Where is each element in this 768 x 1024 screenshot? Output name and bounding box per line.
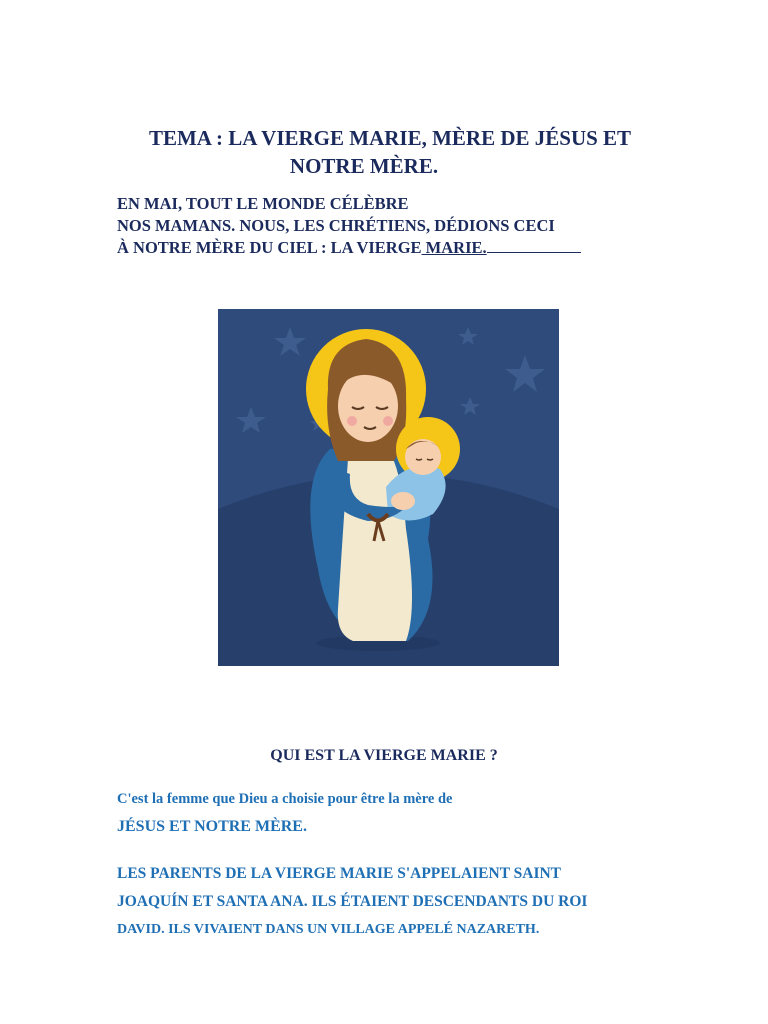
intro-line-3 — [117, 237, 581, 259]
virgin-mary-with-baby-jesus-icon — [218, 309, 559, 666]
paragraph-1-line-1: C'est la femme que Dieu a choisie pour être la mère de — [117, 791, 453, 807]
intro-paragraph — [117, 193, 581, 259]
intro-line-2: NOS MAMANS. NOUS, LES CHRÉTIENS, DÉDIONS CECI — [117, 216, 555, 235]
intro-line-3-underlined: MARIE. — [421, 238, 487, 257]
title-line-2: NOTRE MÈRE. — [289, 154, 439, 178]
section-title: QUI EST LA VIERGE MARIE ? — [270, 747, 498, 764]
intro-line-3-prefix: À NOTRE MÈRE DU CIEL : LA VIERGE — [117, 238, 422, 257]
paragraph-2 — [117, 860, 587, 944]
paragraph-2-line-3: DAVID. ILS VIVAIENT DANS UN VILLAGE APPELÉ NAZARETH. — [117, 922, 540, 937]
paragraph-1-line-2: JÉSUS ET NOTRE MÈRE. — [117, 818, 307, 835]
paragraph-2-line-1: LES PARENTS DE LA VIERGE MARIE S'APPELAIENT SAINT — [117, 865, 562, 882]
intro-line-1: EN MAI, TOUT LE MONDE CÉLÈBRE — [117, 194, 409, 213]
title-line-1: TEMA : LA VIERGE MARIE, MÈRE DE JÉSUS ET — [148, 126, 632, 150]
paragraph-2-line-2: JOAQUÍN ET SANTA ANA. ILS ÉTAIENT DESCENDANTS DU ROI — [117, 893, 588, 910]
page-title — [0, 124, 768, 180]
underline-blank — [487, 238, 581, 253]
